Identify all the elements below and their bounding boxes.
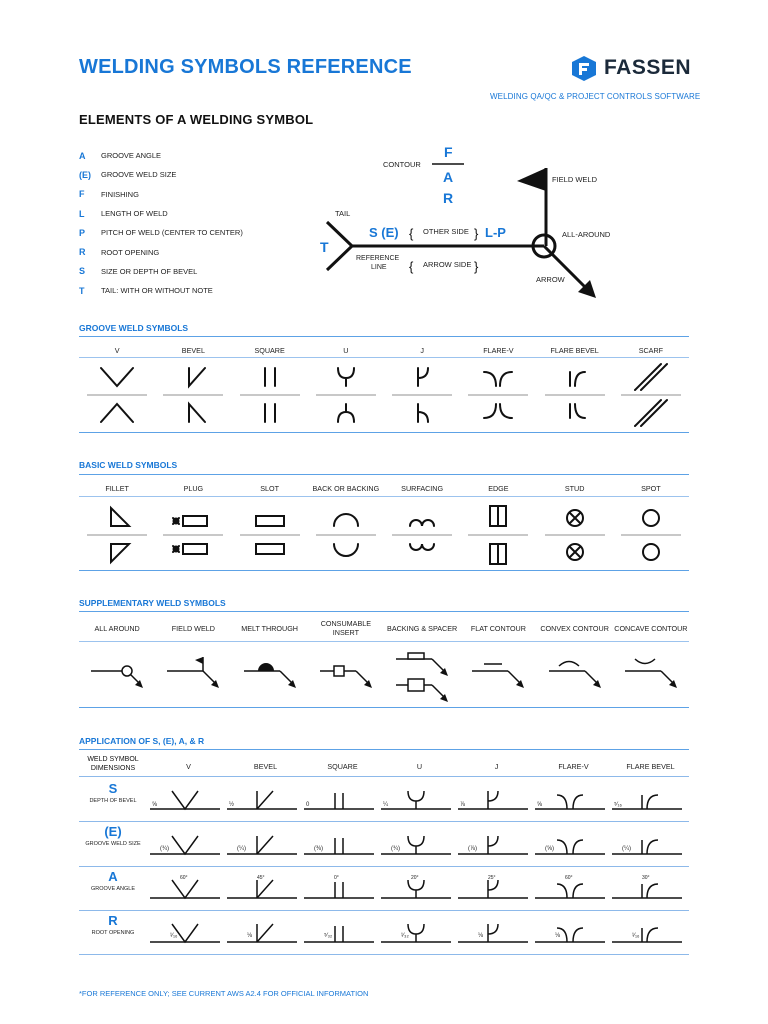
supplementary-symbol-6-cell bbox=[537, 645, 613, 701]
column-header: SURFACING bbox=[401, 484, 444, 493]
app-row-desc: GROOVE ANGLE bbox=[90, 886, 135, 892]
app-cell bbox=[150, 911, 227, 954]
legend-key: L bbox=[79, 208, 85, 219]
app-row-desc: GROOVE WELD SIZE bbox=[85, 841, 141, 847]
legend-key: T bbox=[79, 285, 85, 296]
app-top-rule bbox=[79, 749, 689, 750]
legend-key: S bbox=[79, 266, 86, 277]
app-value: ¹⁄₁₆ bbox=[632, 933, 640, 939]
app-symbol bbox=[227, 867, 304, 910]
groove-header-rule bbox=[79, 357, 689, 358]
app-value: ⁵⁄₃₂ bbox=[324, 933, 333, 939]
column-header: MELT THROUGH bbox=[241, 623, 298, 633]
app-cell bbox=[150, 779, 227, 821]
app-row bbox=[150, 822, 689, 866]
column-header: SCARF bbox=[638, 346, 664, 355]
supplementary-symbol-6 bbox=[543, 645, 607, 701]
app-value: 20° bbox=[411, 875, 419, 881]
supplementary-symbol-1 bbox=[161, 645, 225, 701]
column-header: BEVEL bbox=[181, 346, 205, 355]
app-cell bbox=[150, 867, 227, 910]
app-cell bbox=[304, 779, 381, 821]
column-header: BACK OR BACKING bbox=[312, 484, 380, 493]
groove-symbol-3-cell bbox=[308, 360, 384, 430]
contour-label: CONTOUR bbox=[383, 160, 421, 169]
app-symbol bbox=[612, 822, 689, 866]
basic-symbol-2 bbox=[240, 500, 300, 570]
app-symbol bbox=[535, 822, 612, 866]
basic-symbol-4-cell bbox=[384, 500, 460, 570]
column-header: U bbox=[343, 346, 349, 355]
app-row-label bbox=[79, 824, 147, 847]
supp-header-rule bbox=[79, 641, 689, 642]
supplementary-symbol-7 bbox=[619, 645, 683, 701]
basic-symbol-3-cell bbox=[308, 500, 384, 570]
t-label: T bbox=[320, 239, 329, 255]
app-row-key: A bbox=[108, 869, 118, 884]
basic-symbol-6-cell bbox=[537, 500, 613, 570]
app-symbol bbox=[304, 911, 381, 954]
app-symbol bbox=[612, 779, 689, 821]
legend-label: PITCH OF WELD (CENTER TO CENTER) bbox=[101, 228, 243, 238]
column-header: BEVEL bbox=[253, 762, 278, 771]
app-symbol bbox=[381, 822, 458, 866]
elements-title: ELEMENTS OF A WELDING SYMBOL bbox=[79, 112, 314, 127]
app-cell bbox=[227, 822, 304, 866]
legend-key: P bbox=[79, 227, 86, 238]
column-header: CONSUMABLE INSERT bbox=[320, 619, 372, 637]
groove-section-title: GROOVE WELD SYMBOLS bbox=[79, 323, 189, 333]
app-symbol bbox=[535, 779, 612, 821]
app-value: (¼) bbox=[237, 846, 246, 852]
field-weld-label: FIELD WELD bbox=[552, 175, 598, 184]
app-value: ⅞ bbox=[460, 802, 466, 808]
app-cell bbox=[612, 779, 689, 821]
brace-close-other: } bbox=[474, 226, 479, 241]
supp-top-rule bbox=[79, 611, 689, 612]
groove-header bbox=[79, 346, 689, 355]
f-label: F bbox=[444, 144, 453, 160]
app-cell bbox=[535, 911, 612, 954]
app-symbol bbox=[227, 822, 304, 866]
brace-close-arrow: } bbox=[474, 259, 479, 274]
app-value: ¼ bbox=[383, 802, 389, 808]
column-header: V bbox=[186, 762, 191, 771]
app-symbol bbox=[381, 867, 458, 910]
app-header bbox=[150, 762, 689, 771]
groove-symbol-4 bbox=[392, 360, 452, 430]
app-value: (¼) bbox=[622, 846, 631, 852]
supplementary-symbol-4 bbox=[390, 645, 454, 701]
supp-bottom-rule bbox=[79, 707, 689, 708]
supplementary-section-title: SUPPLEMENTARY WELD SYMBOLS bbox=[79, 598, 226, 608]
app-symbol bbox=[458, 867, 535, 910]
app-value: 45° bbox=[257, 875, 265, 881]
column-header: J bbox=[420, 346, 424, 355]
tail-label: TAIL bbox=[335, 209, 351, 218]
column-header: SQUARE bbox=[327, 762, 358, 771]
legend-label: ROOT OPENING bbox=[101, 247, 160, 257]
app-symbol bbox=[381, 779, 458, 821]
app-cell bbox=[381, 911, 458, 954]
supplementary-symbol-2 bbox=[238, 645, 302, 701]
groove-symbol-1-cell bbox=[155, 360, 231, 430]
supplementary-symbol-5-cell bbox=[460, 645, 536, 701]
app-header-rule bbox=[79, 776, 689, 777]
app-value: 60° bbox=[180, 875, 188, 881]
app-value: ¹⁄₁₆ bbox=[170, 933, 178, 939]
column-header: ALL AROUND bbox=[94, 623, 140, 633]
welding-symbol-diagram bbox=[0, 0, 768, 320]
groove-symbol-6 bbox=[545, 360, 605, 430]
app-row-key: S bbox=[108, 781, 118, 796]
app-value: 60° bbox=[565, 875, 573, 881]
app-row-label bbox=[79, 869, 147, 892]
groove-symbol-1 bbox=[163, 360, 223, 430]
app-cell bbox=[535, 867, 612, 910]
column-header: FLARE-V bbox=[483, 346, 514, 355]
supp-symbol-row bbox=[79, 645, 689, 701]
basic-symbol-1-cell bbox=[155, 500, 231, 570]
legend-key: (E) bbox=[79, 169, 91, 180]
page-title: WELDING SYMBOLS REFERENCE bbox=[79, 56, 412, 78]
app-cell bbox=[458, 911, 535, 954]
basic-symbol-4 bbox=[392, 500, 452, 570]
app-cell bbox=[304, 822, 381, 866]
basic-symbol-5-cell bbox=[460, 500, 536, 570]
supplementary-symbol-1-cell bbox=[155, 645, 231, 701]
groove-symbol-0 bbox=[87, 360, 147, 430]
brace-open-other: { bbox=[409, 226, 414, 241]
app-value: ⅛ bbox=[247, 933, 253, 939]
legend-label: GROOVE ANGLE bbox=[101, 151, 162, 161]
column-header: FLAT CONTOUR bbox=[470, 623, 526, 633]
supplementary-symbol-0-cell bbox=[79, 645, 155, 701]
legend-key: F bbox=[79, 189, 85, 200]
basic-top-rule bbox=[79, 474, 689, 475]
column-header: FILLET bbox=[105, 484, 129, 493]
app-value: ⅛ bbox=[478, 933, 484, 939]
app-cell bbox=[535, 779, 612, 821]
app-row-label bbox=[79, 781, 147, 804]
application-section-title: APPLICATION OF S, (E), A, & R bbox=[79, 736, 205, 746]
column-header: CONCAVE CONTOUR bbox=[614, 623, 688, 633]
column-header: V bbox=[114, 346, 120, 355]
groove-symbol-0-cell bbox=[79, 360, 155, 430]
app-cell bbox=[381, 779, 458, 821]
groove-top-rule bbox=[79, 336, 689, 337]
brand-name: FASSEN bbox=[604, 56, 692, 79]
basic-symbol-1 bbox=[163, 500, 223, 570]
basic-bottom-rule bbox=[79, 570, 689, 571]
app-value: 30° bbox=[642, 875, 650, 881]
app-symbol bbox=[150, 867, 227, 910]
column-header: FIELD WELD bbox=[171, 623, 215, 633]
app-value: (⅞) bbox=[468, 846, 477, 852]
app-cell bbox=[612, 911, 689, 954]
app-value: 25° bbox=[488, 875, 496, 881]
app-symbol bbox=[612, 867, 689, 910]
legend-label: SIZE OR DEPTH OF BEVEL bbox=[101, 266, 198, 276]
arrow-side-label: ARROW SIDE bbox=[423, 260, 472, 269]
basic-symbol-7 bbox=[621, 500, 681, 570]
app-value: (¾) bbox=[160, 846, 169, 852]
reference-label: REFERENCE bbox=[356, 255, 400, 262]
groove-symbol-6-cell bbox=[537, 360, 613, 430]
column-header: CONVEX CONTOUR bbox=[540, 623, 609, 633]
app-row-key: R bbox=[108, 913, 118, 928]
column-header: SLOT bbox=[260, 484, 280, 493]
app-symbol bbox=[150, 822, 227, 866]
basic-symbol-0 bbox=[87, 500, 147, 570]
app-cell bbox=[227, 867, 304, 910]
arrow-label: ARROW bbox=[536, 275, 565, 284]
app-symbol bbox=[150, 779, 227, 821]
footer-note: *FOR REFERENCE ONLY; SEE CURRENT AWS A2.4 FOR OFFICIAL INFORMATION bbox=[79, 989, 369, 998]
groove-symbol-row bbox=[79, 360, 689, 430]
groove-symbol-5 bbox=[468, 360, 528, 430]
app-symbol bbox=[381, 911, 458, 954]
a-label: A bbox=[443, 169, 454, 185]
basic-symbol-row bbox=[79, 500, 689, 570]
app-cell bbox=[381, 867, 458, 910]
basic-header-rule bbox=[79, 496, 689, 497]
app-symbol bbox=[458, 911, 535, 954]
column-header: STUD bbox=[564, 484, 585, 493]
supplementary-symbol-3 bbox=[314, 645, 378, 701]
groove-symbol-3 bbox=[316, 360, 376, 430]
app-row-desc: ROOT OPENING bbox=[91, 930, 135, 936]
app-cell bbox=[458, 867, 535, 910]
app-cell bbox=[381, 822, 458, 866]
tagline: WELDING QA/QC & PROJECT CONTROLS SOFTWARE bbox=[490, 92, 701, 101]
legend-label: TAIL: WITH OR WITHOUT NOTE bbox=[101, 286, 213, 296]
legend-key: A bbox=[79, 150, 86, 161]
basic-symbol-0-cell bbox=[79, 500, 155, 570]
app-cell bbox=[612, 822, 689, 866]
supplementary-symbol-5 bbox=[466, 645, 530, 701]
column-header: BACKING & SPACER bbox=[387, 623, 458, 633]
groove-bottom-rule bbox=[79, 432, 689, 433]
other-side-label: OTHER SIDE bbox=[423, 227, 469, 236]
supp-header bbox=[79, 617, 689, 639]
column-header: PLUG bbox=[183, 484, 204, 493]
app-row bbox=[150, 867, 689, 910]
all-around-label: ALL-AROUND bbox=[562, 230, 611, 239]
app-symbol bbox=[304, 867, 381, 910]
app-row-rule bbox=[79, 954, 689, 955]
legend-key: R bbox=[79, 247, 86, 258]
l-p-label: L-P bbox=[485, 225, 506, 240]
app-row-desc: DEPTH OF BEVEL bbox=[89, 798, 137, 804]
app-row-key: (E) bbox=[104, 824, 122, 839]
app-cell bbox=[612, 867, 689, 910]
app-value: (¾) bbox=[391, 846, 400, 852]
basic-symbol-3 bbox=[316, 500, 376, 570]
column-header: SPOT bbox=[641, 484, 661, 493]
app-value: 0 bbox=[306, 802, 310, 808]
app-symbol bbox=[227, 911, 304, 954]
app-symbol bbox=[458, 822, 535, 866]
app-value: ½ bbox=[229, 802, 235, 808]
r-label: R bbox=[443, 190, 454, 206]
app-value: (⅜) bbox=[314, 846, 323, 852]
column-header: U bbox=[416, 762, 423, 771]
supplementary-symbol-2-cell bbox=[232, 645, 308, 701]
app-value: ⁵⁄₁₆ bbox=[614, 802, 622, 808]
app-cell bbox=[458, 779, 535, 821]
supplementary-symbol-4-cell bbox=[384, 645, 460, 701]
app-symbol bbox=[304, 822, 381, 866]
legend-label: FINISHING bbox=[101, 189, 139, 199]
app-row-label bbox=[79, 913, 147, 936]
groove-symbol-5-cell bbox=[460, 360, 536, 430]
app-cell bbox=[304, 911, 381, 954]
column-header: FLARE-V bbox=[558, 762, 589, 771]
groove-symbol-2-cell bbox=[232, 360, 308, 430]
app-value: ⅝ bbox=[152, 802, 158, 808]
basic-symbol-2-cell bbox=[232, 500, 308, 570]
groove-symbol-2 bbox=[240, 360, 300, 430]
app-symbol bbox=[304, 779, 381, 821]
app-value: ⅛ bbox=[555, 933, 561, 939]
column-header: J bbox=[494, 762, 499, 771]
supplementary-symbol-3-cell bbox=[308, 645, 384, 701]
basic-symbol-6 bbox=[545, 500, 605, 570]
app-cell bbox=[227, 911, 304, 954]
app-value: (⅝) bbox=[545, 846, 554, 852]
legend-label: GROOVE WELD SIZE bbox=[101, 170, 177, 180]
basic-header bbox=[79, 484, 689, 493]
line-label: LINE bbox=[371, 264, 387, 271]
column-header: SQUARE bbox=[254, 346, 285, 355]
app-symbol bbox=[458, 779, 535, 821]
app-symbol bbox=[535, 867, 612, 910]
brace-open-arrow: { bbox=[409, 259, 414, 274]
app-value: 0° bbox=[334, 875, 339, 881]
app-symbol bbox=[612, 911, 689, 954]
app-row bbox=[150, 779, 689, 821]
app-symbol bbox=[535, 911, 612, 954]
supplementary-symbol-7-cell bbox=[613, 645, 689, 701]
basic-symbol-5 bbox=[468, 500, 528, 570]
app-cell bbox=[535, 822, 612, 866]
column-header: FLARE BEVEL bbox=[626, 762, 675, 771]
app-value: ⅝ bbox=[537, 802, 543, 808]
column-header: FLARE BEVEL bbox=[550, 346, 599, 355]
s-e-label: S (E) bbox=[369, 225, 399, 240]
legend-label: LENGTH OF WELD bbox=[101, 209, 168, 219]
app-cell bbox=[227, 779, 304, 821]
app-corner-label: WELD SYMBOL DIMENSIONS bbox=[87, 756, 139, 772]
app-symbol bbox=[227, 779, 304, 821]
groove-symbol-7-cell bbox=[613, 360, 689, 430]
supplementary-symbol-0 bbox=[85, 645, 149, 701]
app-cell bbox=[458, 822, 535, 866]
basic-section-title: BASIC WELD SYMBOLS bbox=[79, 460, 178, 470]
groove-symbol-7 bbox=[621, 360, 681, 430]
app-value: ¹⁄₃₂ bbox=[401, 933, 409, 939]
app-row bbox=[150, 911, 689, 954]
basic-symbol-7-cell bbox=[613, 500, 689, 570]
app-symbol bbox=[150, 911, 227, 954]
app-cell bbox=[150, 822, 227, 866]
app-cell bbox=[304, 867, 381, 910]
column-header: EDGE bbox=[488, 484, 509, 493]
groove-symbol-4-cell bbox=[384, 360, 460, 430]
